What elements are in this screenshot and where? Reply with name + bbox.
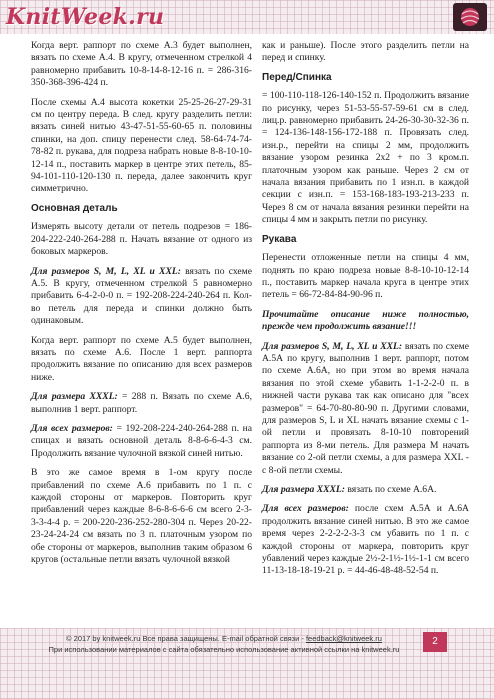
paragraph-text: = 288 п. Вязать по схеме А.6, выполнив 1 верт. раппорт.	[31, 391, 252, 415]
paragraph	[262, 341, 469, 477]
usage-notice: При использовании материалов с сайта обязательно использование активной ссылки на knitweek.ru	[48, 645, 400, 654]
paragraph: Измерять высоту детали от петель подрезов = 186-204-222-240-264-288 п. Начать вязание от одного из боковых маркеров.	[31, 221, 252, 258]
paragraph	[31, 423, 252, 460]
warning-note: Прочитайте описание ниже полностью, прежде чем продолжить вязание!!!	[262, 308, 469, 333]
paragraph	[262, 484, 469, 496]
section-heading: Перед/Спинка	[262, 71, 332, 83]
paragraph: Когда верт. раппорт по схеме А.3 будет выполнен, вязать по схеме А.4. В кругу, отмеченном стрелкой 4 равномерно прибавить 10-8-14-8-12-16 п. = 286-316-350-368-396-424 п.	[31, 40, 252, 89]
footer-notice	[28, 633, 420, 655]
paragraph-text: вязать по схеме А.5. В кругу, отмеченном стрелкой 5 равномерно прибавить 6-4-2-0-0 п. = 192-208-224-240-264 п. Кол-во петель для переда и спинки должно быть одинаковым.	[31, 265, 253, 327]
right-column	[262, 40, 469, 585]
paragraph-text: вязать по схеме А.6А.	[345, 484, 437, 495]
paragraph-text: вязать по схеме А.5А по кругу, выполнив 1 верт. раппорт, потом по схеме А.6А, но при этом во время начала вязания по этой схеме убавить 1-1-2-2-0 п. в нижней части рукава так как описано для "всех размеров" = 64-70-80-80-90 п. Другими словами, для размеров S, L и XL начать вязание схемы с 1-ой петли и провязать 8-10-10 повторений раппорта из 8-ми петель. Для размера M начать вязание со 2-ой петли схемы, а для размера XXL - с 8-ой петли схемы.	[262, 340, 469, 476]
lead-label: Для размеров S, M, L, XL и XXL:	[262, 340, 403, 352]
lead-label: Для размеров S, M, L, XL и XXL:	[31, 265, 181, 277]
lead-label: Для всех размеров:	[262, 503, 349, 515]
lead-label: Для всех размеров:	[31, 422, 113, 434]
paragraph: как и раньше). После этого разделить петли на перед и спинку.	[262, 40, 469, 64]
paragraph	[262, 503, 469, 577]
paragraph	[31, 391, 252, 416]
yarn-ball-icon	[452, 2, 488, 32]
page-header	[0, 0, 494, 34]
section-heading: Рукава	[262, 233, 297, 245]
paragraph: После схемы А.4 высота кокетки 25-25-26-27-29-31 см по центру переда. В след. кругу разделить петли: вязать синей нитью 43-47-51-55-60-65 п. половины спинки, на доп. спицу перенести след. 58-64-74-74-78-82 п. рукава, для подреза набрать новые 8-8-10-10-12-14 п., поставить маркер в центре этих петель, 85-94-101-110-120-130 п. переда, далее закончить круг симметрично.	[31, 96, 252, 195]
paragraph	[31, 266, 252, 328]
copyright-line	[28, 633, 420, 644]
paragraph: = 100-110-118-126-140-152 п. Продолжить вязание по рисунку, через 51-53-55-57-59-61 см в след. лиц.р. равномерно прибавить 24-26-30-30-32-36 п. = 124-136-148-156-172-188 п. Провязать след. изн.р., перейти на спицы 2 мм, продолжить вязание узором резинка 2x2 + по 3 кром.п. платочным узором как раньше. Через 2 см от начала вязания прибавить по 1 изн.п. в каждой секции с изн.п. = 153-168-183-193-213-233 п. Через 8 см от начала вязания резинки перейти на спицы 4 мм и закрыть петли по рисунку.	[262, 90, 469, 226]
paragraph: В это же самое время в 1-ом кругу после прибавлений по схеме А.6 прибавить по 1 п. с каждой стороны от маркеров. Повторить круг прибавлений через каждые 8-6-8-6-6-6 см всего 2-3-3-3-4-4 р. = 200-220-236-252-280-304 п. Через 20-22-23-24-24-24 см вязать по 3 п. платочным узором по обе стороны от маркеров, выполнив таким образом 6 кругов (остальные петли вязать чулочной вязкой	[31, 467, 252, 566]
feedback-email-link[interactable]: feedback@knitweek.ru	[305, 634, 382, 643]
paragraph-text: после схем А.5А и А.6А продолжить вязание синей нитью. В это же самое время через 2-2-2-2-3-3 см убавить по 1 п. с каждой стороны от маркера, повторить круг убавлений через каждые 2½-2-1½-1½-1-1 см всего 11-13-18-18-19-21 р. = 44-46-48-48-52-54 п.	[262, 503, 469, 577]
paragraph: Перенести отложенные петли на спицы 4 мм, поднять по краю подреза новые 8-8-10-10-12-14 п., поставить маркер начала круга в центре этих петель = 66-72-84-84-90-96 п.	[262, 252, 469, 301]
section-heading: Основная деталь	[31, 202, 118, 214]
paragraph-text: = 192-208-224-240-264-288 п. на спицах и вязать основной деталь 8-8-6-6-4-3 см. Продолжить вязание чулочной вязкой синей нитью.	[31, 422, 252, 459]
left-column	[31, 40, 252, 573]
lead-label: Для размера XXXL:	[262, 484, 345, 495]
page-number: 2	[423, 632, 447, 652]
site-logo[interactable]: KnitWeek.ru	[6, 4, 165, 30]
copyright-text: © 2017 by knitweek.ru Все права защищены. E-mail обратной связи -	[66, 634, 306, 643]
lead-label: Для размера XXXL:	[31, 391, 118, 403]
paragraph: Когда верт. раппорт по схеме А.5 будет выполнен, вязать по схеме А.6. После 1 верт. раппорта продолжить вязание по описанию для всех размеров ниже.	[31, 334, 252, 383]
